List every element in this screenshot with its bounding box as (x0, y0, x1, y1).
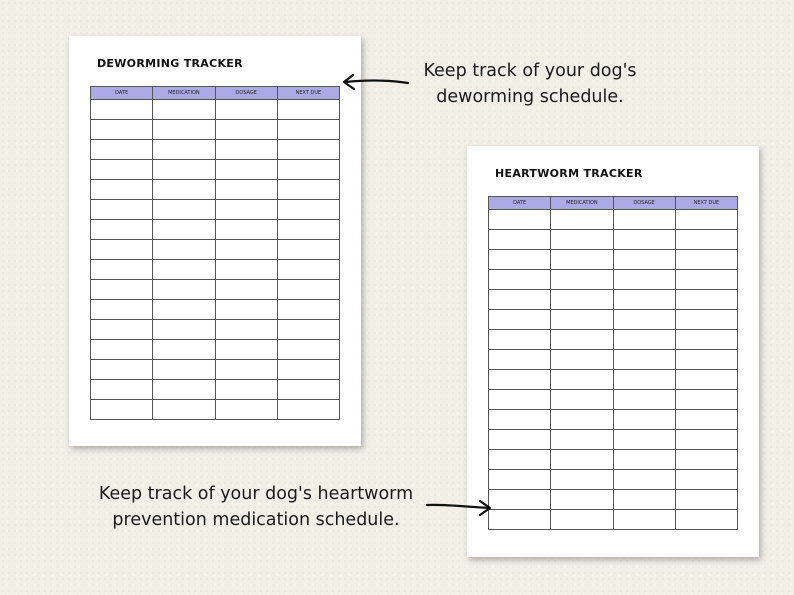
table-cell (153, 160, 215, 180)
table-cell (153, 360, 215, 380)
table-cell (613, 270, 675, 290)
table-cell (277, 100, 339, 120)
table-cell (675, 470, 737, 490)
table-cell (489, 390, 551, 410)
table-cell (551, 290, 613, 310)
table-cell (91, 260, 153, 280)
table-header-row (91, 87, 340, 100)
table-row (91, 260, 340, 280)
table-row (91, 240, 340, 260)
table-cell (91, 120, 153, 140)
column-header: DATE (489, 197, 551, 210)
column-header: DATE (91, 87, 153, 100)
arrow-icon (424, 496, 496, 520)
table-cell (613, 330, 675, 350)
table-cell (489, 250, 551, 270)
table-cell (91, 300, 153, 320)
table-cell (551, 250, 613, 270)
table-cell (613, 510, 675, 530)
table-cell (551, 370, 613, 390)
table-cell (277, 320, 339, 340)
table-cell (489, 270, 551, 290)
table-cell (277, 380, 339, 400)
table-cell (675, 210, 737, 230)
table-cell (277, 180, 339, 200)
table-cell (489, 450, 551, 470)
table-cell (91, 160, 153, 180)
table-cell (613, 230, 675, 250)
table-cell (277, 280, 339, 300)
table-row (489, 450, 738, 470)
heartworm-tracker-sheet (467, 146, 759, 557)
table-cell (215, 340, 277, 360)
deworming-tracker-sheet (69, 36, 361, 446)
table-cell (215, 320, 277, 340)
table-cell (91, 400, 153, 420)
table-cell (489, 330, 551, 350)
table-cell (91, 360, 153, 380)
table-cell (675, 450, 737, 470)
table-cell (153, 140, 215, 160)
table-cell (153, 120, 215, 140)
table-cell (551, 490, 613, 510)
deworming-table (90, 86, 340, 420)
sheet-title: HEARTWORM TRACKER (495, 167, 643, 180)
table-cell (551, 470, 613, 490)
table-cell (675, 390, 737, 410)
table-cell (613, 390, 675, 410)
table-cell (675, 330, 737, 350)
table-cell (613, 470, 675, 490)
caption-line: prevention medication schedule. (112, 510, 400, 530)
column-header: MEDICATION (153, 87, 215, 100)
table-cell (675, 250, 737, 270)
table-row (91, 180, 340, 200)
table-row (489, 210, 738, 230)
sheet-title: DEWORMING TRACKER (97, 57, 243, 70)
table-cell (675, 310, 737, 330)
deworming-caption (410, 58, 650, 110)
table-cell (551, 230, 613, 250)
table-cell (489, 290, 551, 310)
table-cell (277, 120, 339, 140)
table-cell (153, 260, 215, 280)
heartworm-caption (96, 481, 416, 533)
table-row (489, 510, 738, 530)
table-cell (613, 370, 675, 390)
table-row (489, 330, 738, 350)
table-cell (613, 450, 675, 470)
table-cell (675, 270, 737, 290)
table-cell (215, 160, 277, 180)
caption-line: deworming schedule. (436, 87, 624, 107)
table-row (489, 350, 738, 370)
table-cell (551, 310, 613, 330)
heartworm-table (488, 196, 738, 530)
table-row (489, 370, 738, 390)
table-row (91, 100, 340, 120)
column-header: MEDICATION (551, 197, 613, 210)
table-cell (613, 210, 675, 230)
table-cell (91, 180, 153, 200)
table-cell (215, 280, 277, 300)
table-cell (551, 450, 613, 470)
table-cell (489, 310, 551, 330)
table-cell (675, 350, 737, 370)
table-cell (675, 290, 737, 310)
table-cell (613, 310, 675, 330)
table-row (91, 320, 340, 340)
table-row (489, 430, 738, 450)
table-cell (91, 380, 153, 400)
table-cell (489, 510, 551, 530)
table-cell (215, 360, 277, 380)
table-cell (489, 370, 551, 390)
table-row (489, 410, 738, 430)
table-row (91, 280, 340, 300)
table-cell (551, 430, 613, 450)
table-cell (277, 240, 339, 260)
table-cell (153, 340, 215, 360)
table-cell (675, 490, 737, 510)
table-cell (675, 510, 737, 530)
table-cell (277, 160, 339, 180)
table-cell (153, 380, 215, 400)
table-cell (215, 220, 277, 240)
table-cell (215, 260, 277, 280)
table-cell (153, 400, 215, 420)
table-cell (215, 140, 277, 160)
table-row (91, 360, 340, 380)
table-cell (489, 210, 551, 230)
table-cell (153, 200, 215, 220)
table-row (91, 300, 340, 320)
table-row (91, 140, 340, 160)
table-cell (153, 240, 215, 260)
table-cell (91, 100, 153, 120)
table-cell (153, 220, 215, 240)
table-cell (153, 300, 215, 320)
table-cell (91, 280, 153, 300)
table-cell (215, 180, 277, 200)
table-row (489, 250, 738, 270)
table-row (91, 380, 340, 400)
table-cell (153, 280, 215, 300)
table-cell (215, 400, 277, 420)
caption-line: Keep track of your dog's (423, 61, 637, 81)
table-cell (551, 210, 613, 230)
table-cell (91, 200, 153, 220)
table-cell (489, 430, 551, 450)
table-cell (489, 410, 551, 430)
table-row (91, 120, 340, 140)
table-cell (215, 240, 277, 260)
table-cell (215, 200, 277, 220)
table-cell (277, 220, 339, 240)
table-cell (215, 300, 277, 320)
table-cell (91, 140, 153, 160)
table-cell (551, 390, 613, 410)
table-cell (277, 400, 339, 420)
table-row (91, 200, 340, 220)
table-cell (277, 140, 339, 160)
arrow-icon (340, 70, 412, 94)
table-cell (91, 220, 153, 240)
table-cell (153, 100, 215, 120)
table-cell (277, 300, 339, 320)
table-cell (551, 510, 613, 530)
table-row (91, 400, 340, 420)
table-cell (91, 240, 153, 260)
table-cell (551, 330, 613, 350)
table-row (489, 310, 738, 330)
table-header-row (489, 197, 738, 210)
table-row (489, 230, 738, 250)
table-cell (215, 380, 277, 400)
column-header: DOSAGE (215, 87, 277, 100)
table-cell (613, 490, 675, 510)
table-cell (613, 250, 675, 270)
column-header: DOSAGE (613, 197, 675, 210)
caption-line: Keep track of your dog's heartworm (98, 484, 414, 504)
table-cell (551, 350, 613, 370)
table-cell (489, 350, 551, 370)
table-row (91, 220, 340, 240)
column-header: NEXT DUE (675, 197, 737, 210)
table-cell (489, 230, 551, 250)
table-cell (215, 100, 277, 120)
table-cell (551, 410, 613, 430)
table-cell (613, 350, 675, 370)
table-cell (277, 260, 339, 280)
table-row (91, 160, 340, 180)
table-cell (277, 360, 339, 380)
table-row (489, 390, 738, 410)
table-cell (153, 320, 215, 340)
table-cell (153, 180, 215, 200)
table-cell (277, 200, 339, 220)
table-cell (613, 410, 675, 430)
table-cell (675, 370, 737, 390)
table-cell (489, 470, 551, 490)
table-cell (215, 120, 277, 140)
table-cell (613, 430, 675, 450)
table-cell (675, 430, 737, 450)
table-row (489, 290, 738, 310)
table-cell (489, 490, 551, 510)
column-header: NEXT DUE (277, 87, 339, 100)
table-cell (91, 340, 153, 360)
table-cell (91, 320, 153, 340)
table-cell (675, 230, 737, 250)
table-cell (675, 410, 737, 430)
table-cell (277, 340, 339, 360)
table-row (489, 470, 738, 490)
table-row (489, 270, 738, 290)
table-row (91, 340, 340, 360)
table-row (489, 490, 738, 510)
table-cell (613, 290, 675, 310)
table-cell (551, 270, 613, 290)
